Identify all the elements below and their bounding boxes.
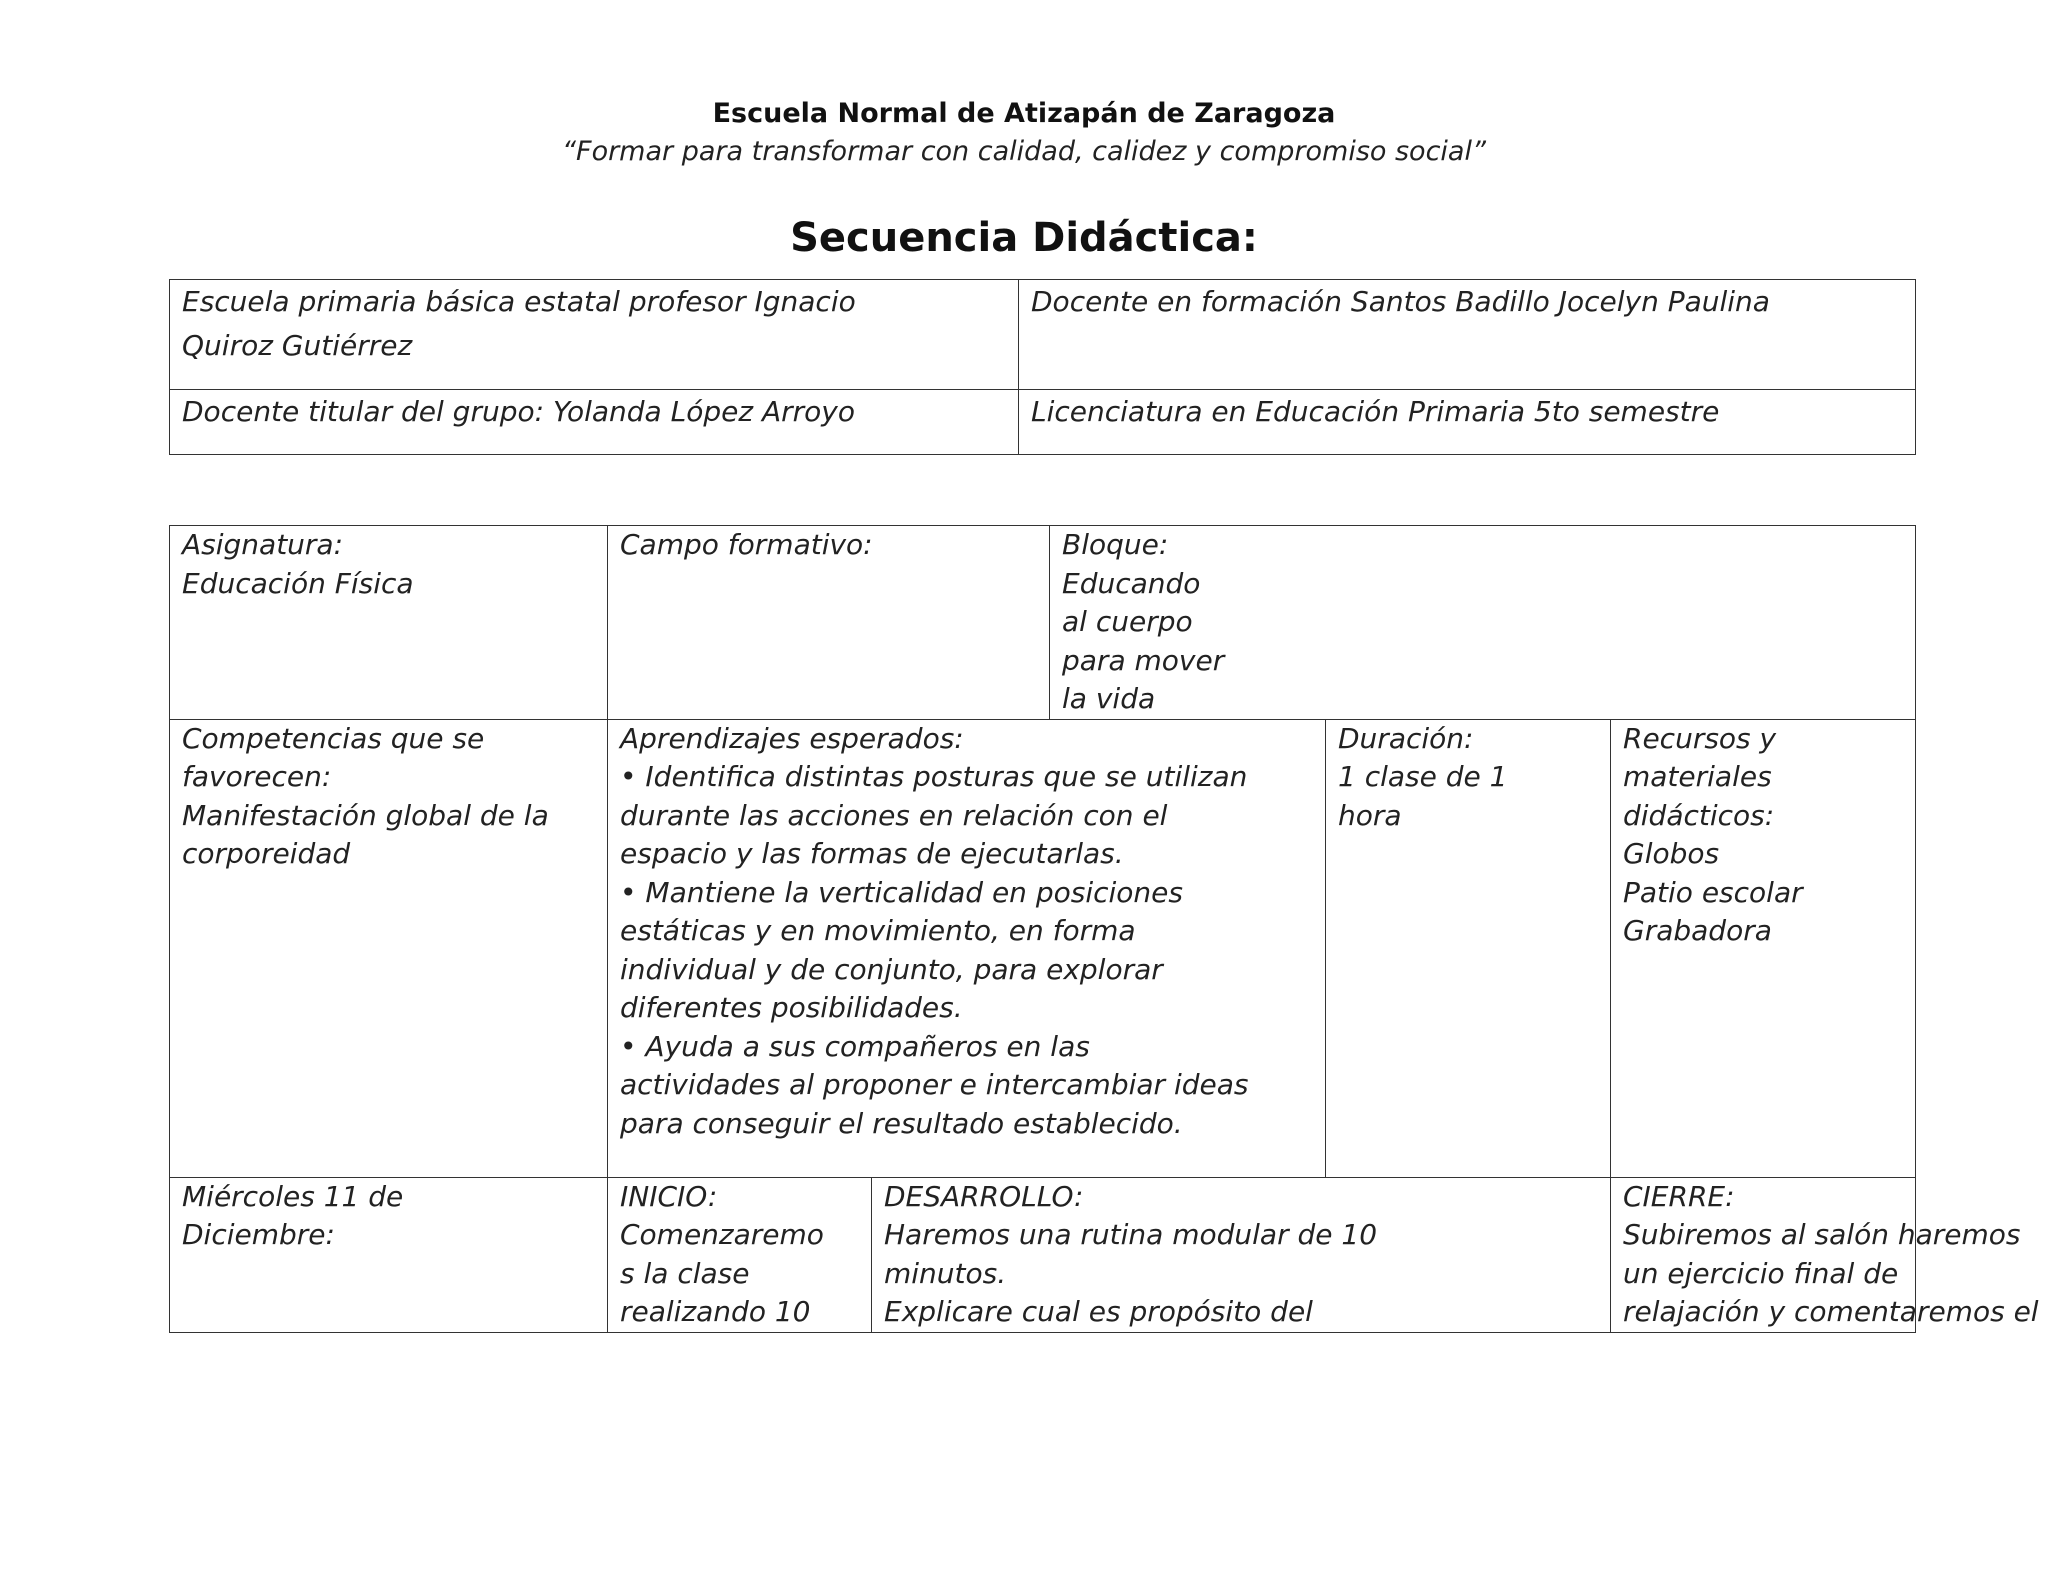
- school-cell: [170, 280, 1019, 390]
- inicio-cell: [608, 1177, 872, 1332]
- school-line: Escuela primaria básica estatal profesor Ignacio: [182, 285, 856, 318]
- cell-line: 1 clase de 1: [1338, 760, 1508, 793]
- aprendizajes-cell: [608, 719, 1326, 1177]
- recursos-cell: [1611, 719, 1916, 1177]
- cell-line: Subiremos al salón haremos: [1623, 1218, 2021, 1251]
- fecha-cell: [170, 1177, 608, 1332]
- cell-line: didácticos:: [1623, 798, 1775, 832]
- cell-line: favorecen:: [182, 760, 332, 793]
- cell-line: Competencias que se: [182, 721, 485, 755]
- cell-line: Grabadora: [1623, 914, 1772, 947]
- bloque-cell: [1050, 526, 1916, 720]
- info-table: [169, 279, 1916, 455]
- cell-line: relajación y comentaremos el: [1623, 1295, 2039, 1328]
- cierre-cell: [1611, 1177, 2039, 1332]
- cell-line: minutos.: [884, 1256, 1007, 1290]
- degree-cell: [1019, 390, 1916, 455]
- cell-line: actividades al proponer e intercambiar ideas: [620, 1068, 1249, 1101]
- cell-line: durante las acciones en relación con el: [620, 798, 1168, 832]
- cell-line: Educación Física: [182, 566, 414, 600]
- degree-text: Licenciatura en Educación Primaria 5to semestre: [1031, 395, 1720, 428]
- school-name: Escuela Normal de Atizapán de Zaragoza: [712, 98, 1336, 129]
- plan-table: [169, 525, 2039, 1333]
- asignatura-cell: [170, 526, 608, 720]
- campo-formativo-cell: [608, 526, 1050, 720]
- cell-line: INICIO:: [620, 1179, 718, 1213]
- cell-line: Explicare cual es propósito del: [884, 1295, 1313, 1328]
- cell-line: realizando 10: [620, 1295, 811, 1328]
- cell-line: Globos: [1623, 837, 1720, 870]
- cell-line: la vida: [1062, 682, 1156, 715]
- cell-line: para mover: [1062, 643, 1225, 677]
- cell-line: Campo formativo:: [620, 528, 873, 561]
- cell-line: Duración:: [1338, 721, 1474, 755]
- cell-line: Haremos una rutina modular de 10: [884, 1218, 1378, 1251]
- cell-line: • Identifica distintas posturas que se utilizan: [620, 760, 1248, 793]
- school-line: Quiroz Gutiérrez: [182, 329, 413, 362]
- cell-line: • Ayuda a sus compañeros en las: [620, 1029, 1090, 1063]
- titular-cell: [170, 390, 1019, 455]
- trainee-text: Docente en formación Santos Badillo Jocelyn Paulina: [1031, 285, 1770, 318]
- cell-line: Aprendizajes esperados:: [620, 721, 964, 755]
- cell-line: espacio y las formas de ejecutarlas.: [620, 837, 1124, 870]
- cell-line: CIERRE:: [1623, 1179, 1735, 1213]
- cell-line: corporeidad: [182, 837, 351, 870]
- duracion-cell: [1326, 719, 1611, 1177]
- cell-line: para conseguir el resultado establecido.: [620, 1106, 1183, 1140]
- cell-line: Comenzaremo: [620, 1218, 824, 1251]
- cell-line: Patio escolar: [1623, 875, 1803, 909]
- cell-line: un ejercicio final de: [1623, 1256, 1899, 1290]
- cell-line: individual y de conjunto, para explorar: [620, 952, 1163, 986]
- trainee-cell: [1019, 280, 1916, 390]
- cell-line: Recursos y: [1623, 721, 1777, 755]
- cell-line: materiales: [1623, 760, 1772, 793]
- cell-line: estáticas y en movimiento, en forma: [620, 914, 1136, 947]
- cell-line: Asignatura:: [182, 528, 344, 561]
- competencias-cell: [170, 719, 608, 1177]
- cell-line: Diciembre:: [182, 1218, 335, 1251]
- school-motto: “Formar para transformar con calidad, calidez y compromiso social”: [562, 136, 1486, 167]
- titular-text: Docente titular del grupo: Yolanda López Arroyo: [182, 395, 855, 428]
- cell-line: Manifestación global de la: [182, 798, 549, 832]
- cell-line: • Mantiene la verticalidad en posiciones: [620, 875, 1183, 909]
- cell-line: Bloque:: [1062, 528, 1169, 561]
- cell-line: Miércoles 11 de: [182, 1179, 404, 1213]
- cell-line: Educando: [1062, 566, 1201, 600]
- cell-line: s la clase: [620, 1256, 750, 1290]
- cell-line: al cuerpo: [1062, 605, 1193, 638]
- cell-line: diferentes posibilidades.: [620, 991, 963, 1024]
- cell-line: hora: [1338, 798, 1402, 832]
- desarrollo-cell: [872, 1177, 1611, 1332]
- document-title: Secuencia Didáctica:: [790, 215, 1258, 261]
- cell-line: DESARROLLO:: [884, 1179, 1084, 1213]
